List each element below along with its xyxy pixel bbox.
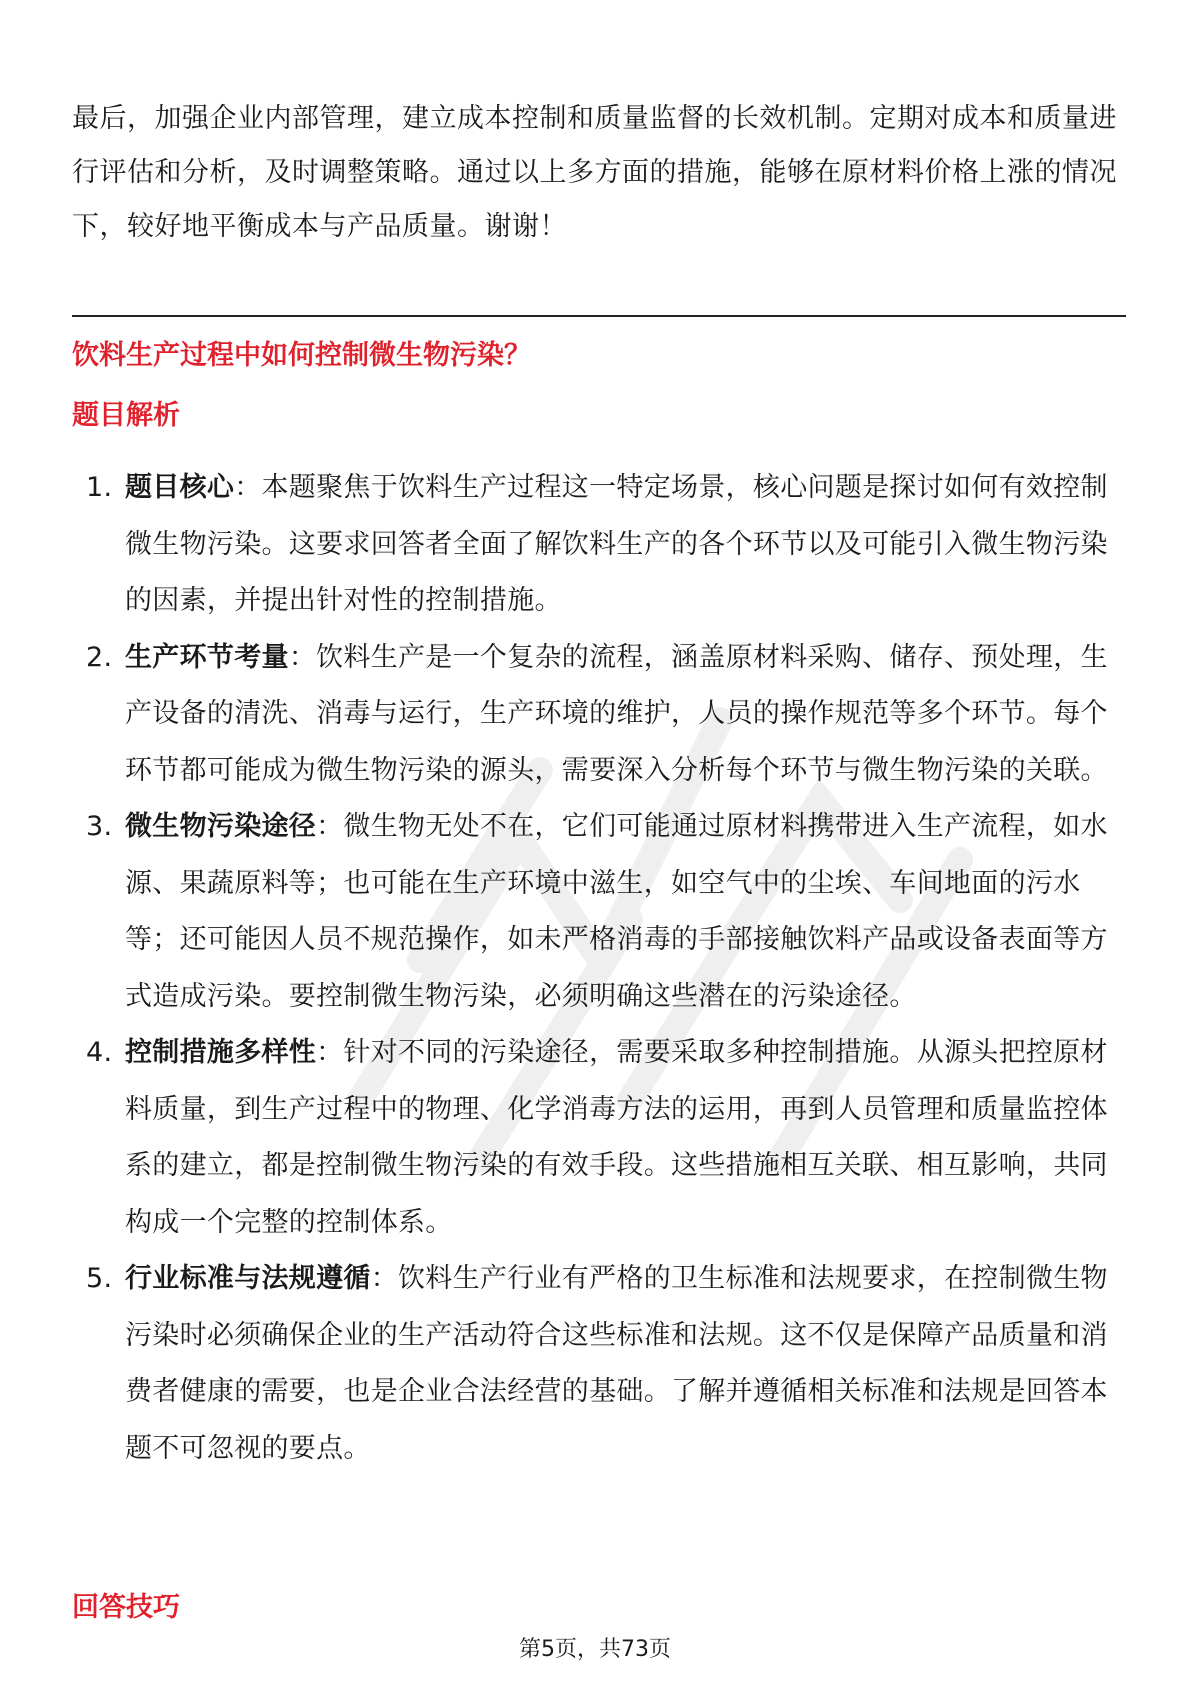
list-item (72, 1251, 1132, 1477)
list-item-key: 生产环节考量 (125, 641, 289, 673)
list-item (72, 460, 1132, 630)
list-item-text: ：饮料生产是一个复杂的流程，涵盖原材料采购、储存、预处理，生产设备的清洗、消毒与运行，生产环境的维护，人员的操作规范等多个环节。每个环节都可能成为微生物污染的源头，需要深入分析每个环节与微生物污染的关联。 (125, 641, 1108, 786)
list-item-number: 5. (86, 1263, 113, 1294)
page-footer: 第5页，共73页 (519, 1637, 671, 1662)
list-item-text: ：针对不同的污染途径，需要采取多种控制措施。从源头把控原材料质量，到生产过程中的物理、化学消毒方法的运用，再到人员管理和质量监控体系的建立，都是控制微生物污染的有效手段。这些措施相互关联、相互影响，共同构成一个完整的控制体系。 (125, 1037, 1108, 1238)
list-item-text: ：微生物无处不在，它们可能通过原材料携带进入生产流程，如水源、果蔬原料等；也可能在生产环境中滋生，如空气中的尘埃、车间地面的污水等；还可能因人员不规范操作，如未严格消毒的手部接触饮料产品或设备表面等方式造成污染。要控制微生物污染，必须明确这些潜在的污染途径。 (125, 811, 1108, 1012)
list-item-key: 微生物污染途径 (125, 811, 317, 842)
list-item-number: 2. (86, 641, 113, 673)
list-item (72, 799, 1132, 1025)
list-item-text: ：饮料生产行业有严格的卫生标准和法规要求，在控制微生物污染时必须确保企业的生产活动符合这些标准和法规。这不仅是保障产品质量和消费者健康的需要，也是企业合法经营的基础。了解并遵循相关标准和法规是回答本题不可忽视的要点。 (125, 1263, 1108, 1464)
list-item-key: 行业标准与法规遵循 (125, 1263, 371, 1294)
intro-paragraph: 最后，加强企业内部管理，建立成本控制和质量监督的长效机制。定期对成本和质量进行评估和分析，及时调整策略。通过以上多方面的措施，能够在原材料价格上涨的情况下，较好地平衡成本与产品质量。谢谢！ (72, 103, 1117, 242)
analysis-heading: 题目解析 (72, 400, 180, 431)
section-divider (72, 315, 1126, 317)
list-item-text: ：本题聚焦于饮料生产过程这一特定场景，核心问题是探讨如何有效控制微生物污染。这要求回答者全面了解饮料生产的各个环节以及可能引入微生物污染的因素，并提出针对性的控制措施。 (125, 472, 1108, 616)
question-title: 饮料生产过程中如何控制微生物污染？ (72, 340, 531, 371)
list-item (72, 1025, 1132, 1251)
tips-heading: 回答技巧 (72, 1592, 180, 1623)
list-item-number: 1. (86, 472, 113, 503)
list-item (72, 630, 1132, 800)
analysis-list (72, 460, 1132, 1477)
list-item-key: 题目核心 (125, 472, 235, 503)
list-item-number: 4. (86, 1037, 113, 1068)
list-item-number: 3. (86, 811, 113, 842)
list-item-key: 控制措施多样性 (125, 1037, 317, 1068)
